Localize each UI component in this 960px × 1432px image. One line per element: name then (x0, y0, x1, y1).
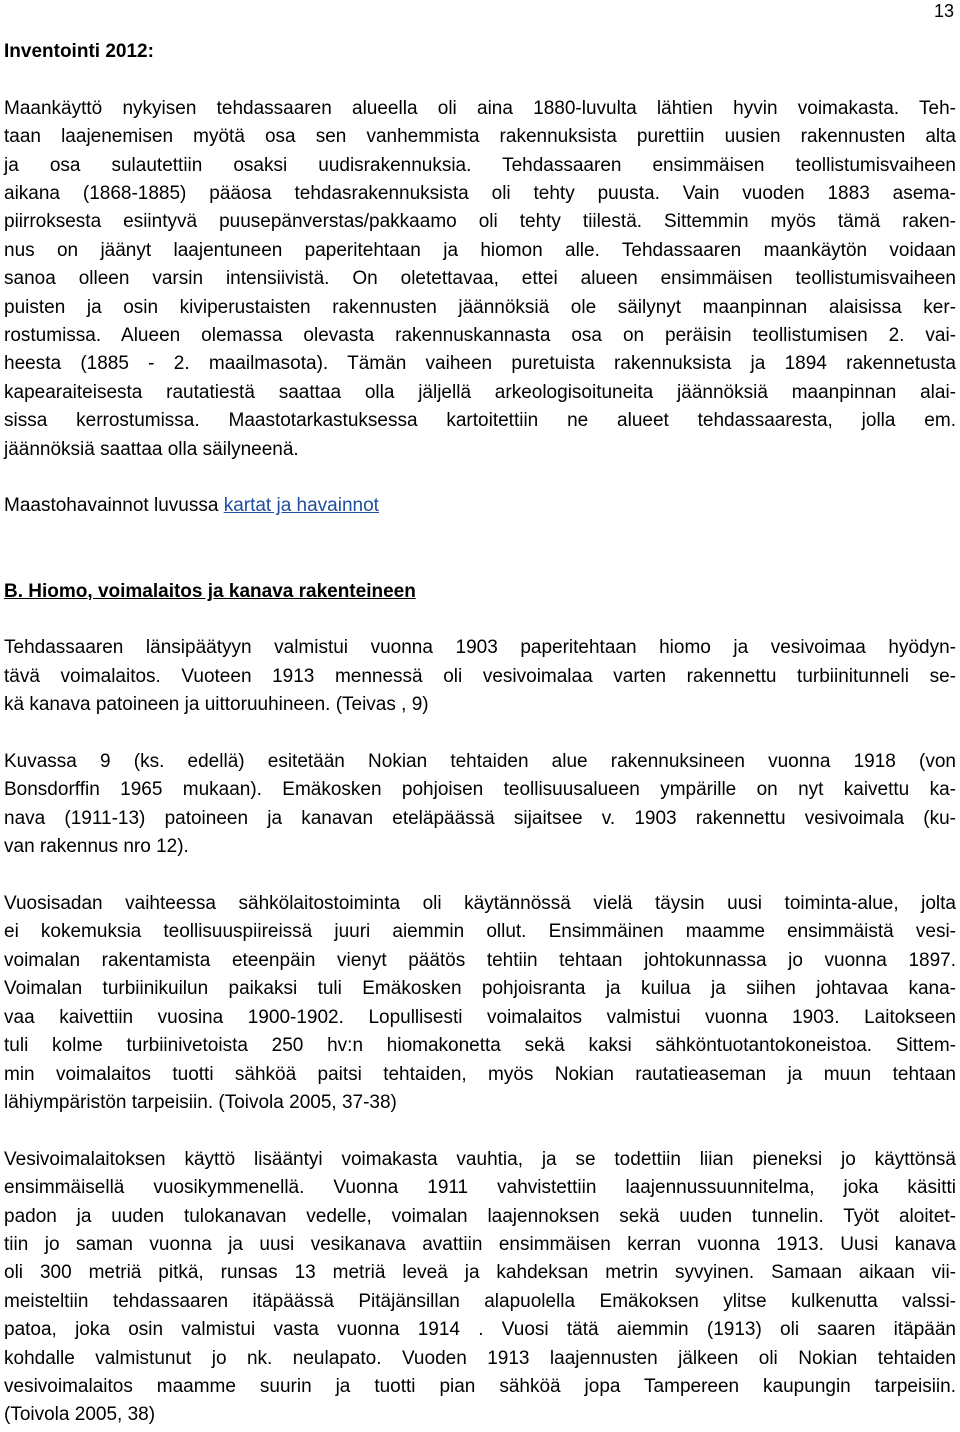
text-line: van rakennus nro 12). (4, 836, 189, 858)
page-number: 13 (933, 1, 954, 21)
text-line: sanoa olleen varsin intensiivistä. On oletettavaa, ettei alueen ensimmäisen teollistumisvaiheen (4, 268, 956, 290)
paragraph-western-end (4, 634, 956, 719)
paragraph-land-use (4, 95, 956, 464)
document-body (4, 38, 956, 1430)
text-line: kohdalle valmistunut jo nk. neulapato. Vuoden 1913 laajennusten jälkeen oli Nokian tehtaiden (4, 1347, 956, 1369)
text-line: sissa kerrostumissa. Maastotarkastuksessa kartoitettiin ne alueet tehdassaaresta, jolla em. (4, 410, 956, 432)
text-line: vesivoimalaitos maamme suurin ja tuotti pian sähköä jopa Tampereen kaupungin tarpeisiin. (4, 1375, 956, 1397)
maps-and-observations-link[interactable]: kartat ja havainnot (223, 495, 379, 517)
text-line: (Toivola 2005, 38) (4, 1404, 156, 1426)
inventory-heading: Inventointi 2012: (4, 41, 154, 62)
text-line: taan laajenemisen myötä osa sen vanhemmista rakennuksista purettiin uusien rakennusten alta (4, 126, 956, 148)
text-line: min voimalaitos tuotti sähköä paitsi tehtaiden, myös Nokian rautatieaseman ja muun tehtaan (4, 1063, 956, 1085)
text-line: vaa kaivettiin vuosina 1900-1902. Lopullisesti voimalaitos valmistui vuonna 1903. Laitokseen (4, 1006, 956, 1028)
text-line: tävä voimalaitos. Vuoteen 1913 mennessä oli vesivoimalaa varten rakennettu turbiinitunneli se- (4, 665, 956, 687)
field-observations-line (4, 492, 956, 520)
text-line: heesta (1885 - 2. maailmasota). Tämän vaiheen puretuista rakennuksista ja 1894 rakennetusta (4, 353, 956, 375)
text-line: patoa, joka osin valmistui vasta vuonna 1914 . Vuosi tätä aiemmin (1913) oli saaren itäpään (4, 1319, 956, 1341)
text-line: Tehdassaaren länsipäätyyn valmistui vuonna 1903 paperitehtaan hiomo ja vesivoimaa hyödyn- (4, 637, 956, 659)
text-line: ei kokemuksia teollisuuspiireissä juuri aiemmin ollut. Ensimmäinen maamme ensimmäistä vesi- (4, 921, 956, 943)
text-line: ensimmäisellä vuosikymmenellä. Vuonna 1911 vahvistettiin laajennussuunnitelma, joka käsitti (4, 1177, 956, 1199)
text-line: lähiympäristön tarpeisiin. (Toivola 2005, 37-38) (4, 1091, 397, 1113)
text-line: ja osa sulautettiin osaksi uudisrakennuksia. Tehdassaaren ensimmäisen teollistumisvaiheen (4, 154, 956, 176)
text-line: voimalan rakentamista eteenpäin vienyt päätös tehtiin tehtaan johtokunnassa jo vuonna 1897. (4, 949, 956, 971)
text-line: Vuosisadan vaihteessa sähkölaitostoiminta oli käytännössä vielä täysin uusi toiminta-alue, jolta (4, 893, 956, 915)
text-line: meisteltiin tehdassaaren itäpäässä Pitäjänsillan alapuolella Emäkoksen ylitse kulkenutta valssi- (4, 1290, 956, 1312)
text-line: jäännöksiä saattaa olla säilyneenä. (4, 438, 299, 460)
text-line: piirroksesta esiintyvä puusepänverstas/pakkaamo oli tehty tiilestä. Sittemmin myös tämä raken- (4, 211, 956, 233)
text-line: Voimalan turbiinikuilun paikaksi tuli Emäkosken pohjoisranta ja kuilua ja siihen johtavaa kana- (4, 978, 956, 1000)
text-line: nava (1911-13) patoineen ja kanavan eteläpäässä sijaitsee v. 1903 rakennettu vesivoimala (ku- (4, 807, 956, 829)
text-line: tiin jo saman vuonna ja uusi vesikanava avattiin ensimmäisen kerran vuonna 1913. Uusi kanava (4, 1233, 956, 1255)
text-line: Kuvassa 9 (ks. edellä) esitetään Nokian tehtaiden alue rakennuksineen vuonna 1918 (von (4, 751, 956, 773)
text-line: Maankäyttö nykyisen tehdassaaren alueella oli aina 1880-luvulta lähtien hyvin voimakasta. Teh- (4, 97, 956, 119)
paragraph-expansion-1911 (4, 1146, 956, 1430)
section-b-title: B. Hiomo, voimalaitos ja kanava rakenteineen (4, 580, 416, 602)
text-line: tuli kolme turbiinivetoista 250 hv:n hiomakonetta sekä kaksi sähköntuotantokoneistoa. Sittem- (4, 1035, 956, 1057)
text-line: nus on jäänyt laajentuneen paperitehtaan ja hiomon alle. Tehdassaaren maankäytön voidaan (4, 239, 956, 261)
field-observations-text: Maastohavainnot luvussa (4, 495, 224, 517)
text-line: kapearaiteisesta rautatiestä saattaa olla jäljellä arkeologisoituneita jäännöksiä maanpinnan alai- (4, 381, 956, 403)
text-line: Vesivoimalaitoksen käyttö lisääntyi voimakasta vauhtia, ja se todettiin liian pieneksi jo käyttönsä (4, 1148, 956, 1170)
text-line: padon ja uuden tulokanavan vedelle, voimalan laajennoksen sekä uuden tunnelin. Työt aloitet- (4, 1205, 956, 1227)
text-line: puisten ja osin kiviperustaisten rakennusten jäännöksiä ole säilynyt maanpinnan alaisissa ker- (4, 296, 956, 318)
text-line: kä kanava patoineen ja uittoruuhineen. (Teivas , 9) (4, 694, 429, 716)
paragraph-figure-9 (4, 748, 956, 862)
text-line: aikana (1868-1885) pääosa tehdasrakennuksista oli tehty puusta. Vain vuoden 1883 asema- (4, 183, 956, 204)
text-line: Bonsdorffin 1965 mukaan). Emäkosken pohjoisen teollisuusalueen ympärille on nyt kaivettu ka- (4, 779, 956, 801)
paragraph-power-plant-history (4, 890, 956, 1117)
text-line: oli 300 metriä pitkä, runsas 13 metriä leveä ja kahdeksan metrin syvyinen. Samaan aikaan vii- (4, 1262, 956, 1284)
text-line: rostumissa. Alueen olemassa olevasta rakennuskannasta osa on peräisin teollistumisen 2. vai- (4, 325, 956, 347)
